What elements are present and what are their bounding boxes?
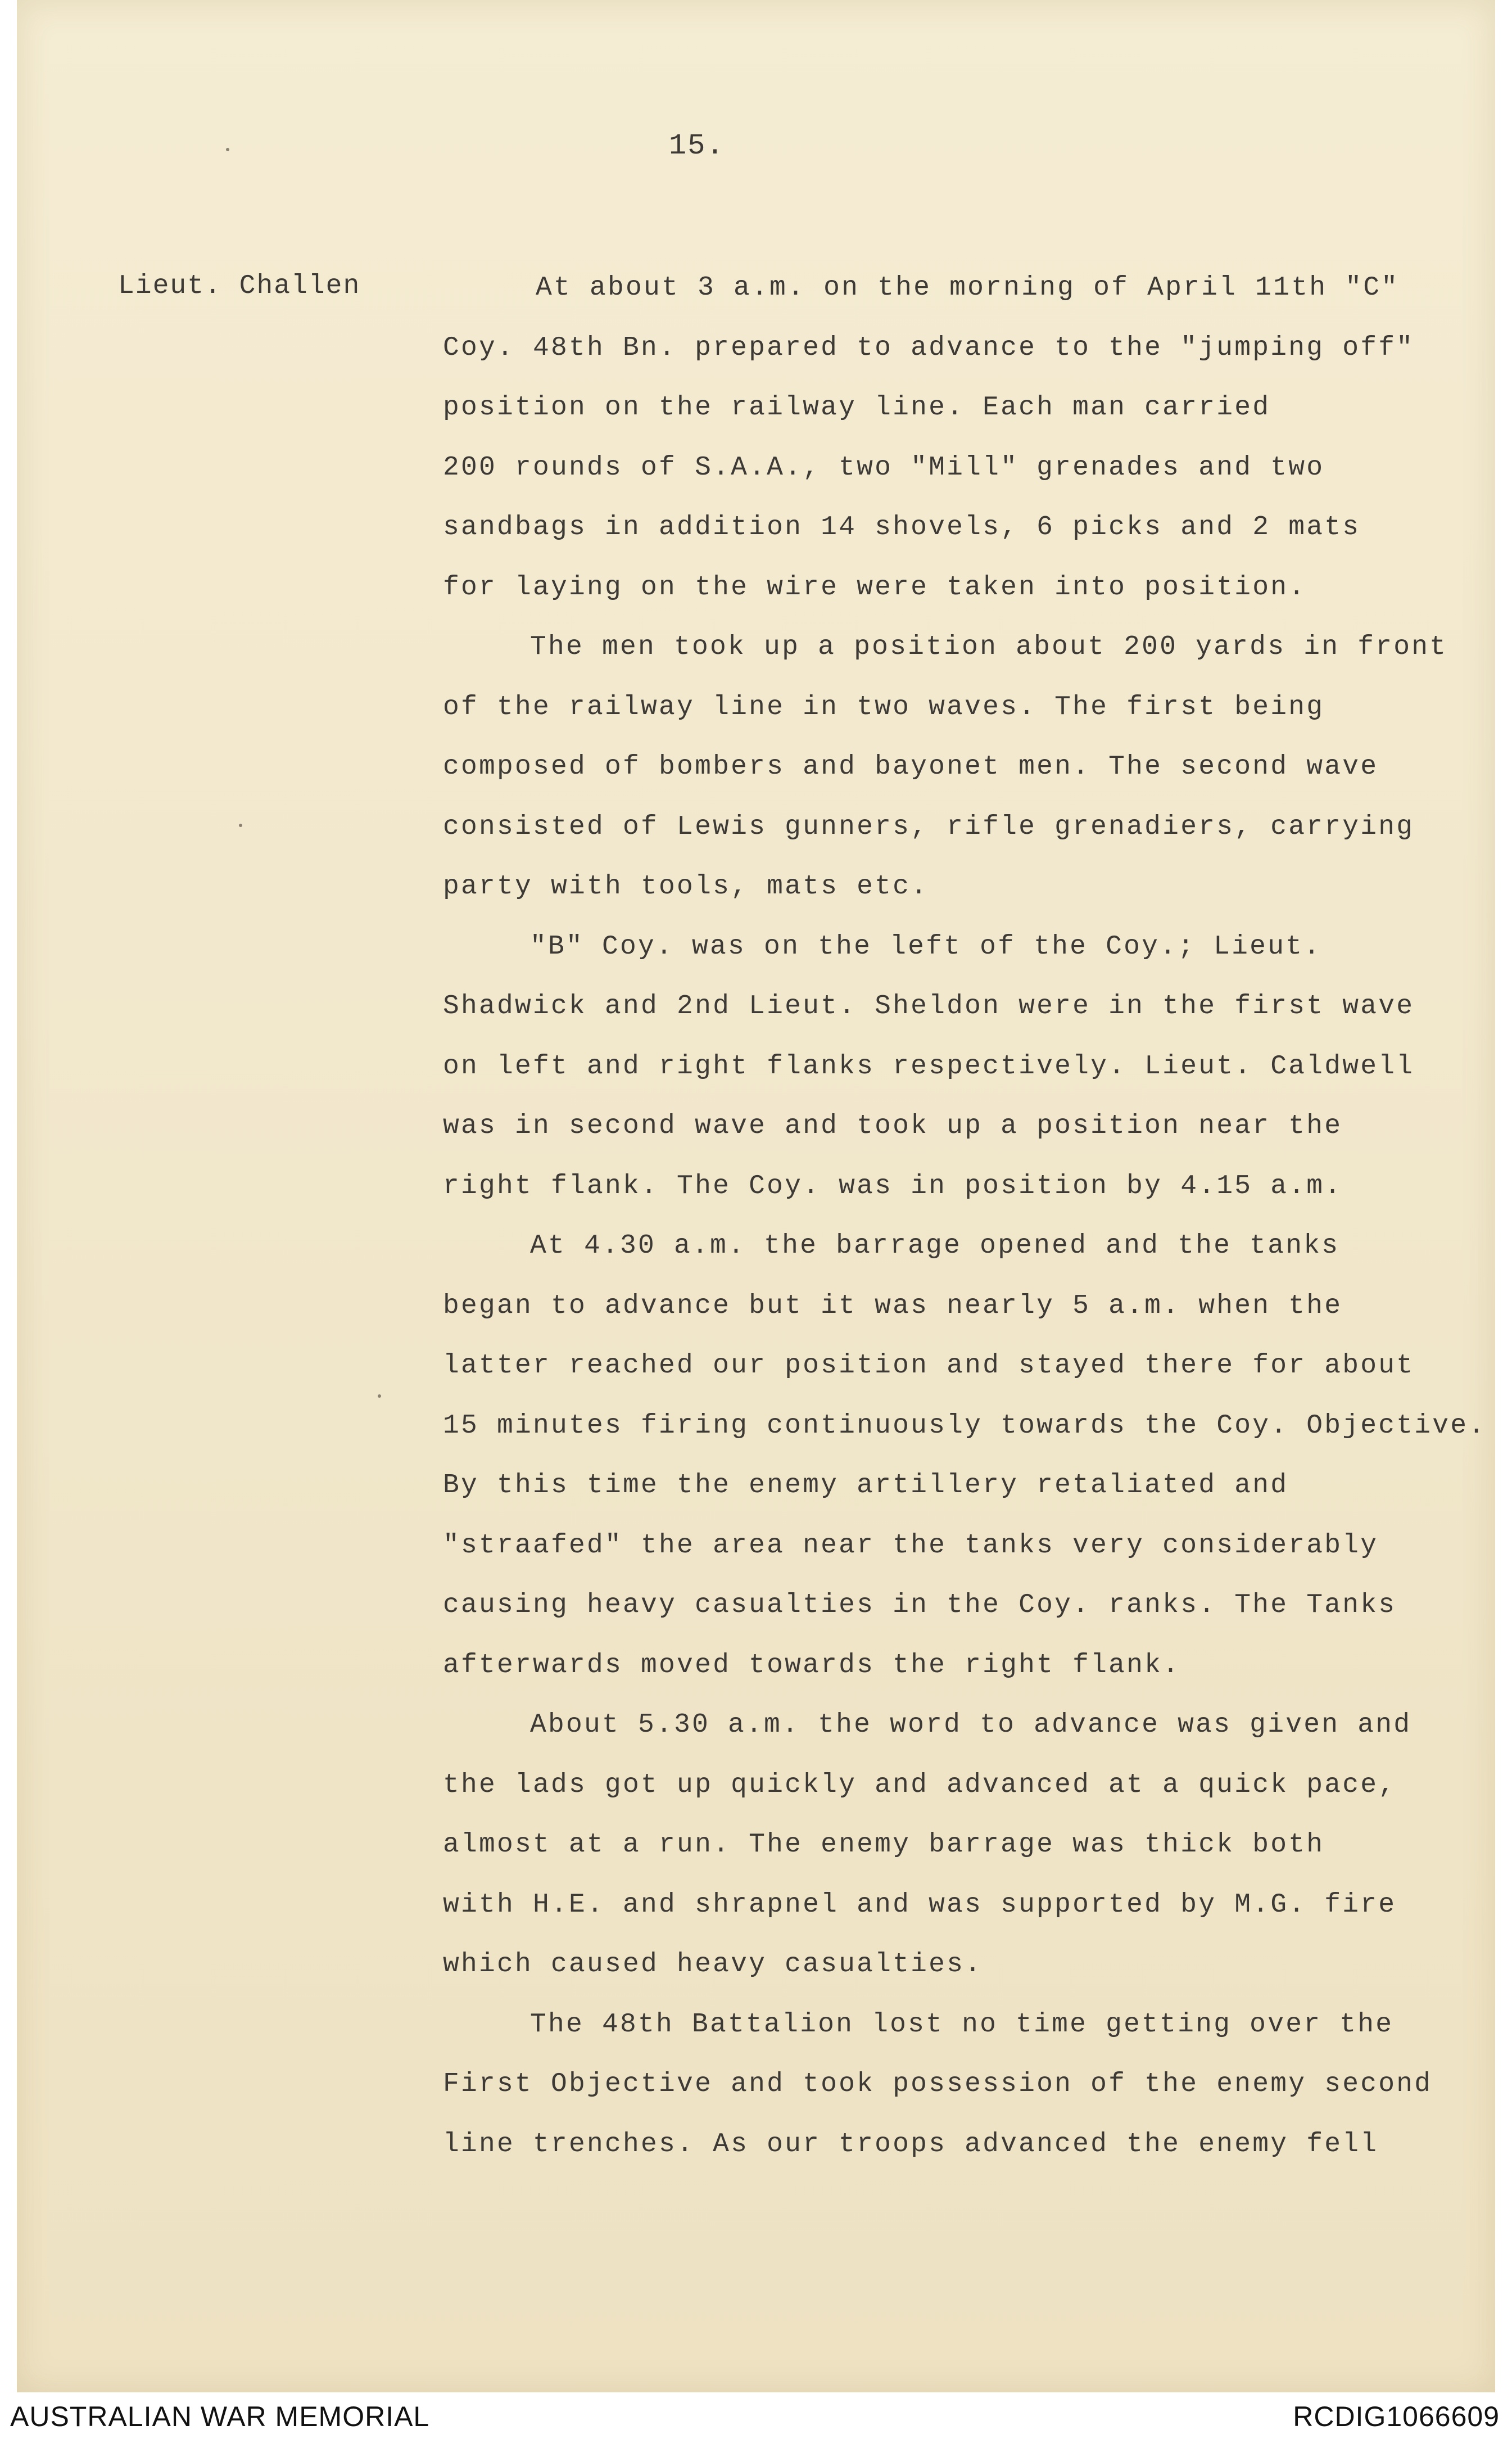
text-line: causing heavy casualties in the Coy. ranks. The Tanks	[443, 1590, 1397, 1620]
paper-speck	[378, 1394, 381, 1398]
text-line: About 5.30 a.m. the word to advance was given and	[530, 1710, 1412, 1740]
text-line: was in second wave and took up a position near the	[443, 1111, 1343, 1141]
text-line: position on the railway line. Each man carried	[443, 392, 1271, 423]
text-line: 15 minutes firing continuously towards the Coy. Objective.	[443, 1410, 1487, 1441]
text-line: Coy. 48th Bn. prepared to advance to the "jumping off"	[443, 332, 1415, 363]
text-line: afterwards moved towards the right flank.	[443, 1650, 1181, 1681]
text-line: on left and right flanks respectively. Lieut. Caldwell	[443, 1051, 1415, 1082]
document-page	[17, 0, 1495, 2392]
text-line: sandbags in addition 14 shovels, 6 picks and 2 mats	[443, 512, 1361, 543]
text-line: for laying on the wire were taken into position.	[443, 572, 1307, 603]
text-line: party with tools, mats etc.	[443, 871, 929, 902]
text-line: latter reached our position and stayed there for about	[443, 1351, 1415, 1381]
text-line: line trenches. As our troops advanced the enemy fell	[443, 2129, 1379, 2160]
text-line: Shadwick and 2nd Lieut. Sheldon were in the first wave	[443, 991, 1415, 1022]
paper-speck	[226, 148, 229, 151]
text-line: At about 3 a.m. on the morning of April 11th "C"	[536, 273, 1400, 303]
margin-note: Lieut. Challen	[118, 271, 361, 301]
text-line: right flank. The Coy. was in position by 4.15 a.m.	[443, 1171, 1343, 1202]
text-line: The 48th Battalion lost no time getting over the	[530, 2009, 1394, 2040]
page-number: 15.	[669, 129, 725, 162]
archive-id: RCDIG1066609	[1293, 2401, 1500, 2432]
text-line: which caused heavy casualties.	[443, 1949, 983, 1980]
text-line: The men took up a position about 200 yards in front	[530, 632, 1448, 662]
body-text	[443, 271, 1487, 2187]
text-line: composed of bombers and bayonet men. The second wave	[443, 752, 1379, 782]
archive-footer	[0, 2392, 1512, 2439]
text-line: with H.E. and shrapnel and was supported by M.G. fire	[443, 1889, 1397, 1920]
text-line: At 4.30 a.m. the barrage opened and the tanks	[530, 1231, 1340, 1261]
text-line: "straafed" the area near the tanks very considerably	[443, 1530, 1379, 1561]
text-line: consisted of Lewis gunners, rifle grenadiers, carrying	[443, 811, 1415, 842]
text-line: First Objective and took possession of the enemy second	[443, 2069, 1433, 2099]
text-line: 200 rounds of S.A.A., two "Mill" grenades and two	[443, 452, 1325, 483]
text-line: By this time the enemy artillery retaliated and	[443, 1470, 1289, 1501]
text-line: "B" Coy. was on the left of the Coy.; Lieut.	[530, 931, 1322, 962]
archive-name: AUSTRALIAN WAR MEMORIAL	[10, 2401, 430, 2432]
paper-speck	[239, 824, 242, 827]
text-line: began to advance but it was nearly 5 a.m. when the	[443, 1290, 1343, 1321]
text-line: of the railway line in two waves. The first being	[443, 692, 1325, 722]
text-line: the lads got up quickly and advanced at a quick pace,	[443, 1769, 1397, 1800]
text-line: almost at a run. The enemy barrage was thick both	[443, 1830, 1325, 1860]
